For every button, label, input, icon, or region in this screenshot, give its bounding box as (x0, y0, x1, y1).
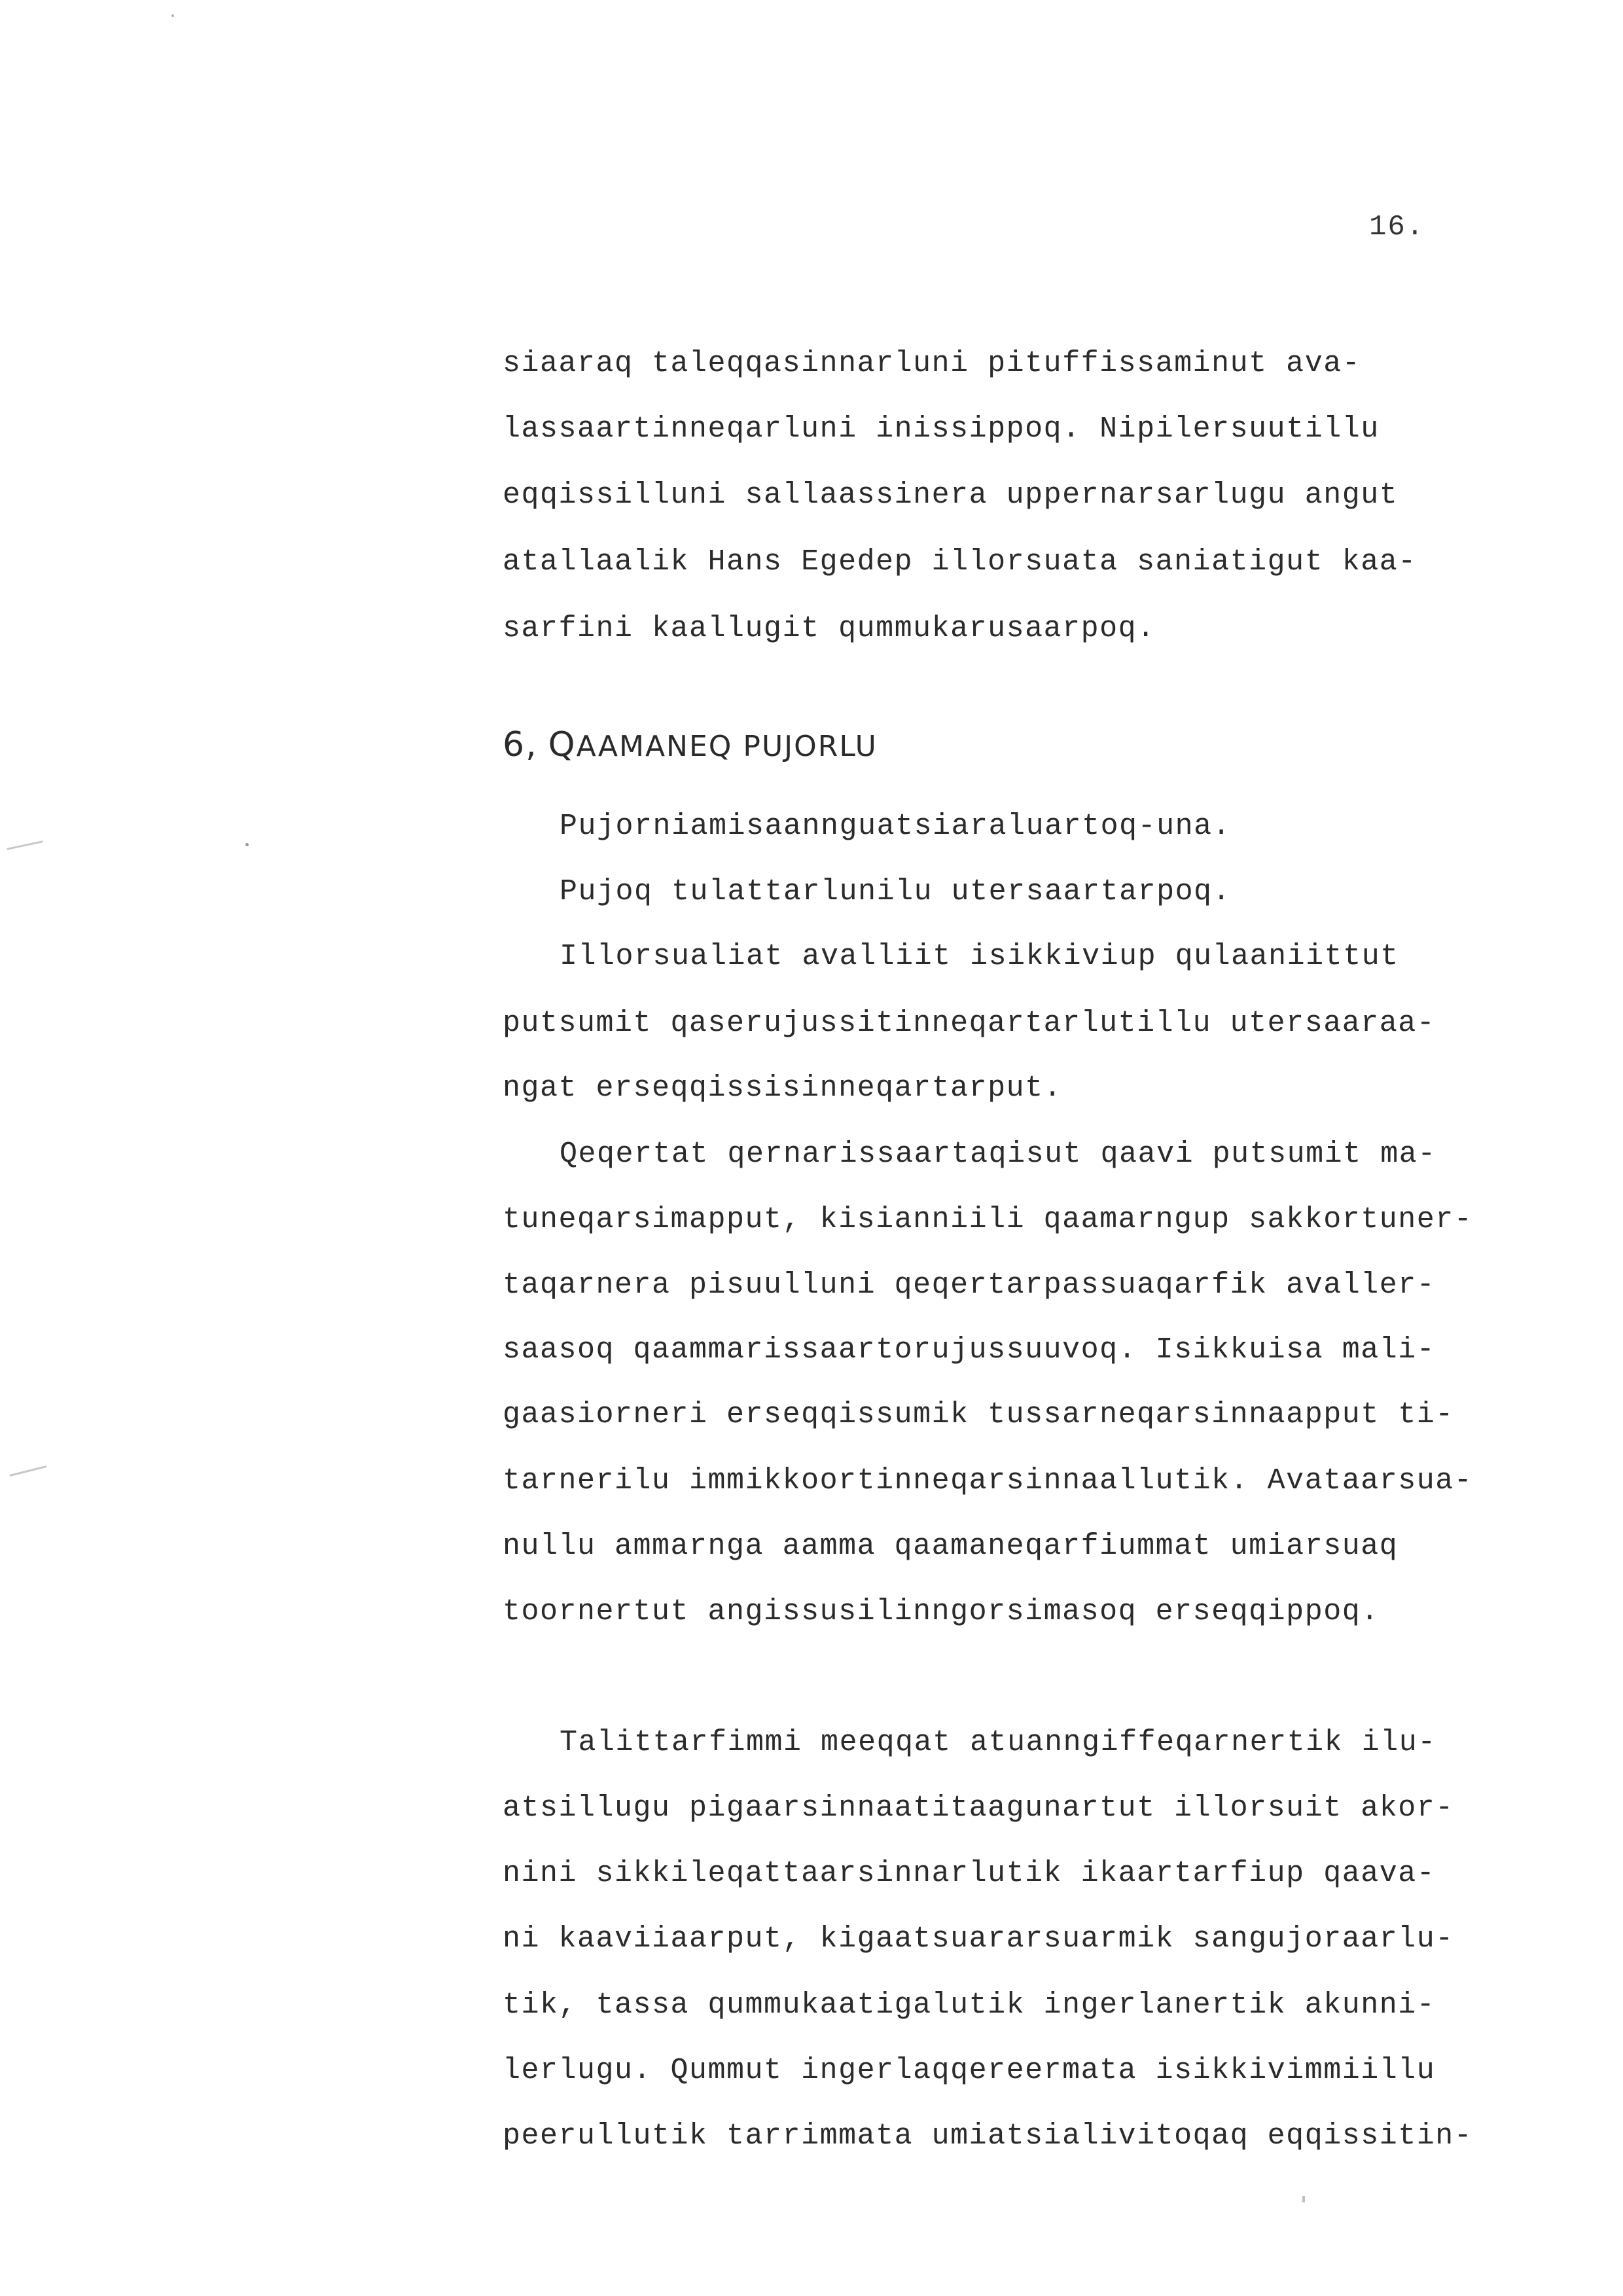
text-line: Illorsualiat avalliit isikkiviup qulaaniittut (560, 940, 1399, 973)
text-line: Pujoq tulattarlunilu utersaartarpoq. (560, 875, 1232, 908)
text-line: Pujorniamisaannguatsiaraluartoq-una. (560, 810, 1232, 843)
text-line: peerullutik tarrimmata umiatsialivitoqaq eqqissitin- (503, 2119, 1473, 2153)
text-line: saasoq qaammarissaartorujussuuvoq. Isikkuisa mali- (503, 1333, 1436, 1367)
text-line: nini sikkileqattaarsinnarlutik ikaartarfiup qaava- (503, 1857, 1436, 1890)
text-line: tuneqarsimapput, kisianniili qaamarngup sakkortuner- (503, 1203, 1473, 1236)
text-line: atsillugu pigaarsinnaatitaagunartut illorsuit akor- (503, 1791, 1454, 1825)
text-line: tarnerilu immikkoortinneqarsinnaallutik. Avataarsua- (503, 1464, 1473, 1498)
text-line: siaaraq taleqqasinnarluni pituffissaminut ava- (503, 347, 1361, 380)
heading-word: AAMANEQ (576, 730, 733, 763)
heading-word: PUJORLU (743, 730, 878, 763)
scan-mark (9, 1465, 46, 1477)
text-line: eqqissilluni sallaassinera uppernarsarlugu angut (503, 478, 1399, 512)
heading-number: 6, (503, 725, 538, 764)
text-line: tik, tassa qummukaatigalutik ingerlanertik akunni- (503, 1988, 1436, 2022)
text-line: nullu ammarnga aamma qaamaneqarfiummat umiarsuaq (503, 1530, 1399, 1563)
text-line: sarfini kaallugit qummukarusaarpoq. (503, 612, 1156, 645)
text-line: gaasiorneri erseqqissumik tussarneqarsinnaapput ti- (503, 1398, 1454, 1431)
scan-mark (7, 840, 43, 850)
text-line: ngat erseqqissisinneqartarput. (503, 1071, 1063, 1105)
text-line: toornertut angissusilinngorsimasoq erseqqippoq. (503, 1595, 1380, 1628)
text-line: Qeqertat qernarissaartaqisut qaavi putsumit ma- (560, 1138, 1436, 1171)
text-line: ni kaaviiaarput, kigaatsuararsuarmik sangujoraarlu- (503, 1922, 1454, 1956)
text-line: lerlugu. Qummut ingerlaqqereermata isikkivimmiillu (503, 2054, 1436, 2087)
text-line: atallaalik Hans Egedep illorsuata saniatigut kaa- (503, 545, 1417, 579)
heading-initial: Q (548, 725, 577, 764)
page-number: 16. (1369, 211, 1425, 243)
scan-speck (171, 14, 174, 17)
text-line: Talittarfimmi meeqqat atuanngiffeqarnertik ilu- (560, 1726, 1436, 1759)
text-line: putsumit qaserujussitinneqartarlutillu utersaaraa- (503, 1007, 1436, 1040)
scan-speck (245, 843, 249, 846)
text-line: taqarnera pisuulluni qeqertarpassuaqarfik avaller- (503, 1268, 1436, 1302)
scan-speck (1302, 2196, 1305, 2202)
text-line: lassaartinneqarluni inissippoq. Nipilersuutillu (503, 412, 1380, 446)
section-heading (503, 725, 878, 764)
